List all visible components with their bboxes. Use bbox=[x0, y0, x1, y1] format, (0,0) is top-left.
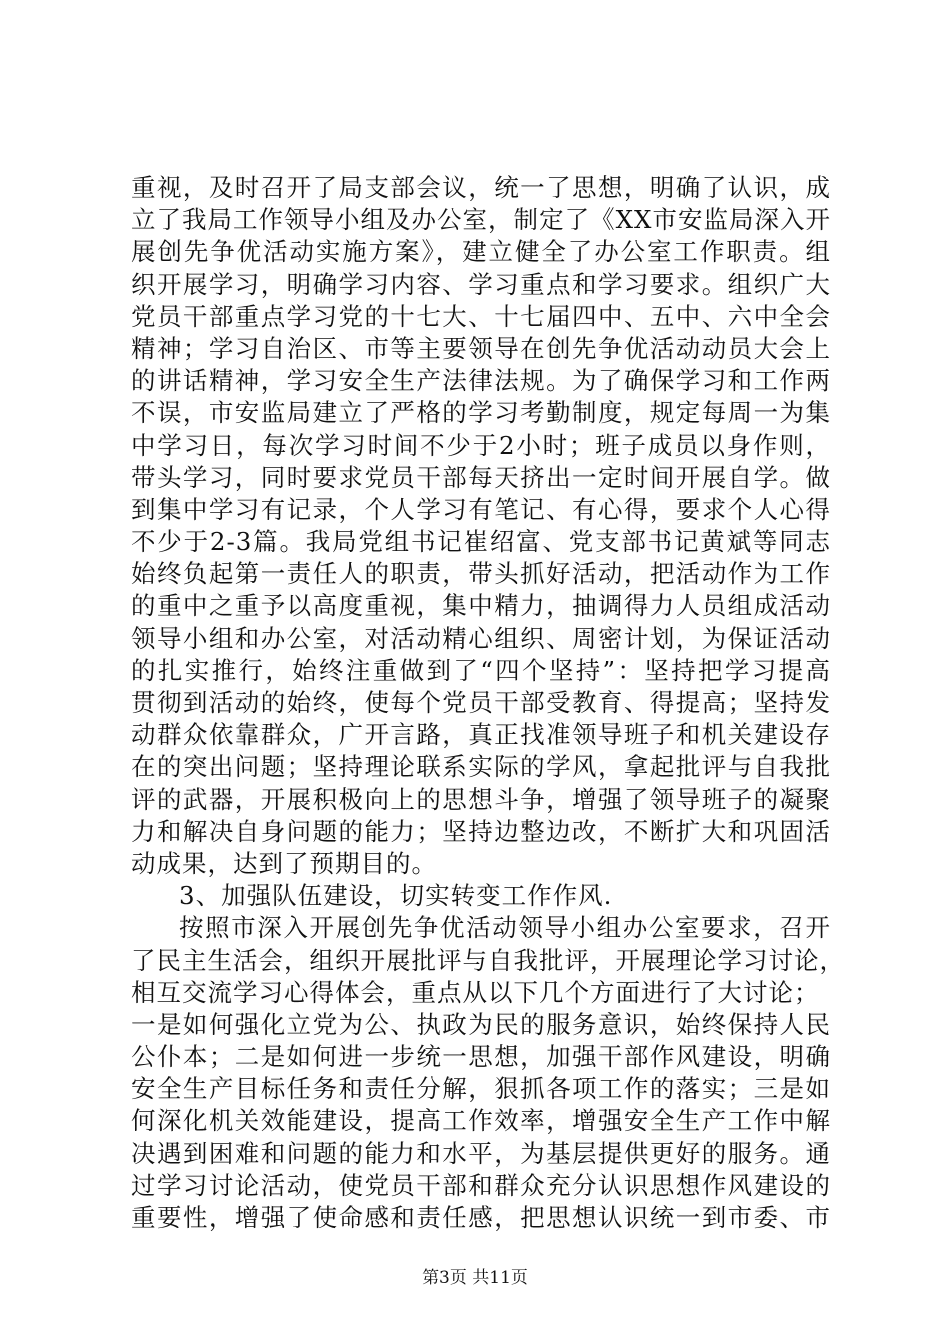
text-line: 何深化机关效能建设，提高工作效率，增强安全生产工作中解 bbox=[131, 1106, 831, 1136]
section-heading: 3、加强队伍建设，切实转变工作作风. bbox=[179, 881, 613, 911]
paragraph-end-line: 动成果，达到了预期目的。 bbox=[131, 848, 437, 878]
text-line: 始终负起第一责任人的职责，带头抓好活动，把活动作为工作 bbox=[131, 559, 831, 589]
text-line: 了民主生活会，组织开展批评与自我批评，开展理论学习讨论， bbox=[131, 945, 845, 975]
text-line: 到集中学习有记录，个人学习有笔记、有心得，要求个人心得 bbox=[131, 494, 831, 524]
text-line: 中学习日，每次学习时间不少于2小时；班子成员以身作则， bbox=[131, 430, 831, 460]
text-line: 过学习讨论活动，使党员干部和群众充分认识思想作风建设的 bbox=[131, 1170, 831, 1200]
text-line: 评的武器，开展积极向上的思想斗争，增强了领导班子的凝聚 bbox=[131, 784, 831, 814]
text-line: 精神；学习自治区、市等主要领导在创先争优活动动员大会上 bbox=[131, 333, 831, 363]
text-line: 的讲话精神，学习安全生产法律法规。为了确保学习和工作两 bbox=[131, 366, 831, 396]
text-line: 相互交流学习心得体会，重点从以下几个方面进行了大讨论； bbox=[131, 977, 820, 1007]
text-line: 的重中之重予以高度重视，集中精力，抽调得力人员组成活动 bbox=[131, 591, 831, 621]
text-line: 公仆本；二是如何进一步统一思想，加强干部作风建设，明确 bbox=[131, 1042, 831, 1072]
text-line: 一是如何强化立党为公、执政为民的服务意识，始终保持人民 bbox=[131, 1009, 831, 1039]
text-line: 动群众依靠群众，广开言路，真正找准领导班子和机关建设存 bbox=[131, 720, 831, 750]
text-line: 立了我局工作领导小组及办公室，制定了《XX市安监局深入开 bbox=[131, 205, 831, 235]
body-text bbox=[131, 172, 845, 1234]
text-line: 不误，市安监局建立了严格的学习考勤制度，规定每周一为集 bbox=[131, 398, 831, 428]
text-line: 安全生产目标任务和责任分解，狠抓各项工作的落实；三是如 bbox=[131, 1074, 831, 1104]
text-line: 织开展学习，明确学习内容、学习重点和学习要求。组织广大 bbox=[131, 269, 831, 299]
text-line: 的扎实推行，始终注重做到了“四个坚持”：坚持把学习提高 bbox=[131, 655, 831, 685]
text-line: 带头学习，同时要求党员干部每天挤出一定时间开展自学。做 bbox=[131, 462, 831, 492]
paragraph-start-line: 按照市深入开展创先争优活动领导小组办公室要求，召开 bbox=[179, 913, 831, 943]
text-line: 重视，及时召开了局支部会议，统一了思想，明确了认识，成 bbox=[131, 173, 831, 202]
text-line: 领导小组和办公室，对活动精心组织、周密计划，为保证活动 bbox=[131, 623, 831, 653]
text-line: 贯彻到活动的始终，使每个党员干部受教育、得提高；坚持发 bbox=[131, 688, 831, 717]
text-line: 力和解决自身问题的能力；坚持边整边改，不断扩大和巩固活 bbox=[131, 816, 831, 846]
text-line: 展创先争优活动实施方案》，建立健全了办公室工作职责。组 bbox=[131, 237, 831, 267]
text-line: 党员干部重点学习党的十七大、十七届四中、五中、六中全会 bbox=[131, 301, 831, 331]
text-line: 在的突出问题；坚持理论联系实际的学风，拿起批评与自我批 bbox=[131, 752, 831, 782]
text-line: 不少于2-3篇。我局党组书记崔绍富、党支部书记黄斌等同志 bbox=[131, 527, 831, 557]
text-line: 决遇到困难和问题的能力和水平，为基层提供更好的服务。通 bbox=[131, 1138, 831, 1168]
text-line: 重要性，增强了使命感和责任感，把思想认识统一到市委、市 bbox=[131, 1203, 831, 1232]
page-number-footer: 第3页 共11页 bbox=[422, 1268, 528, 1288]
